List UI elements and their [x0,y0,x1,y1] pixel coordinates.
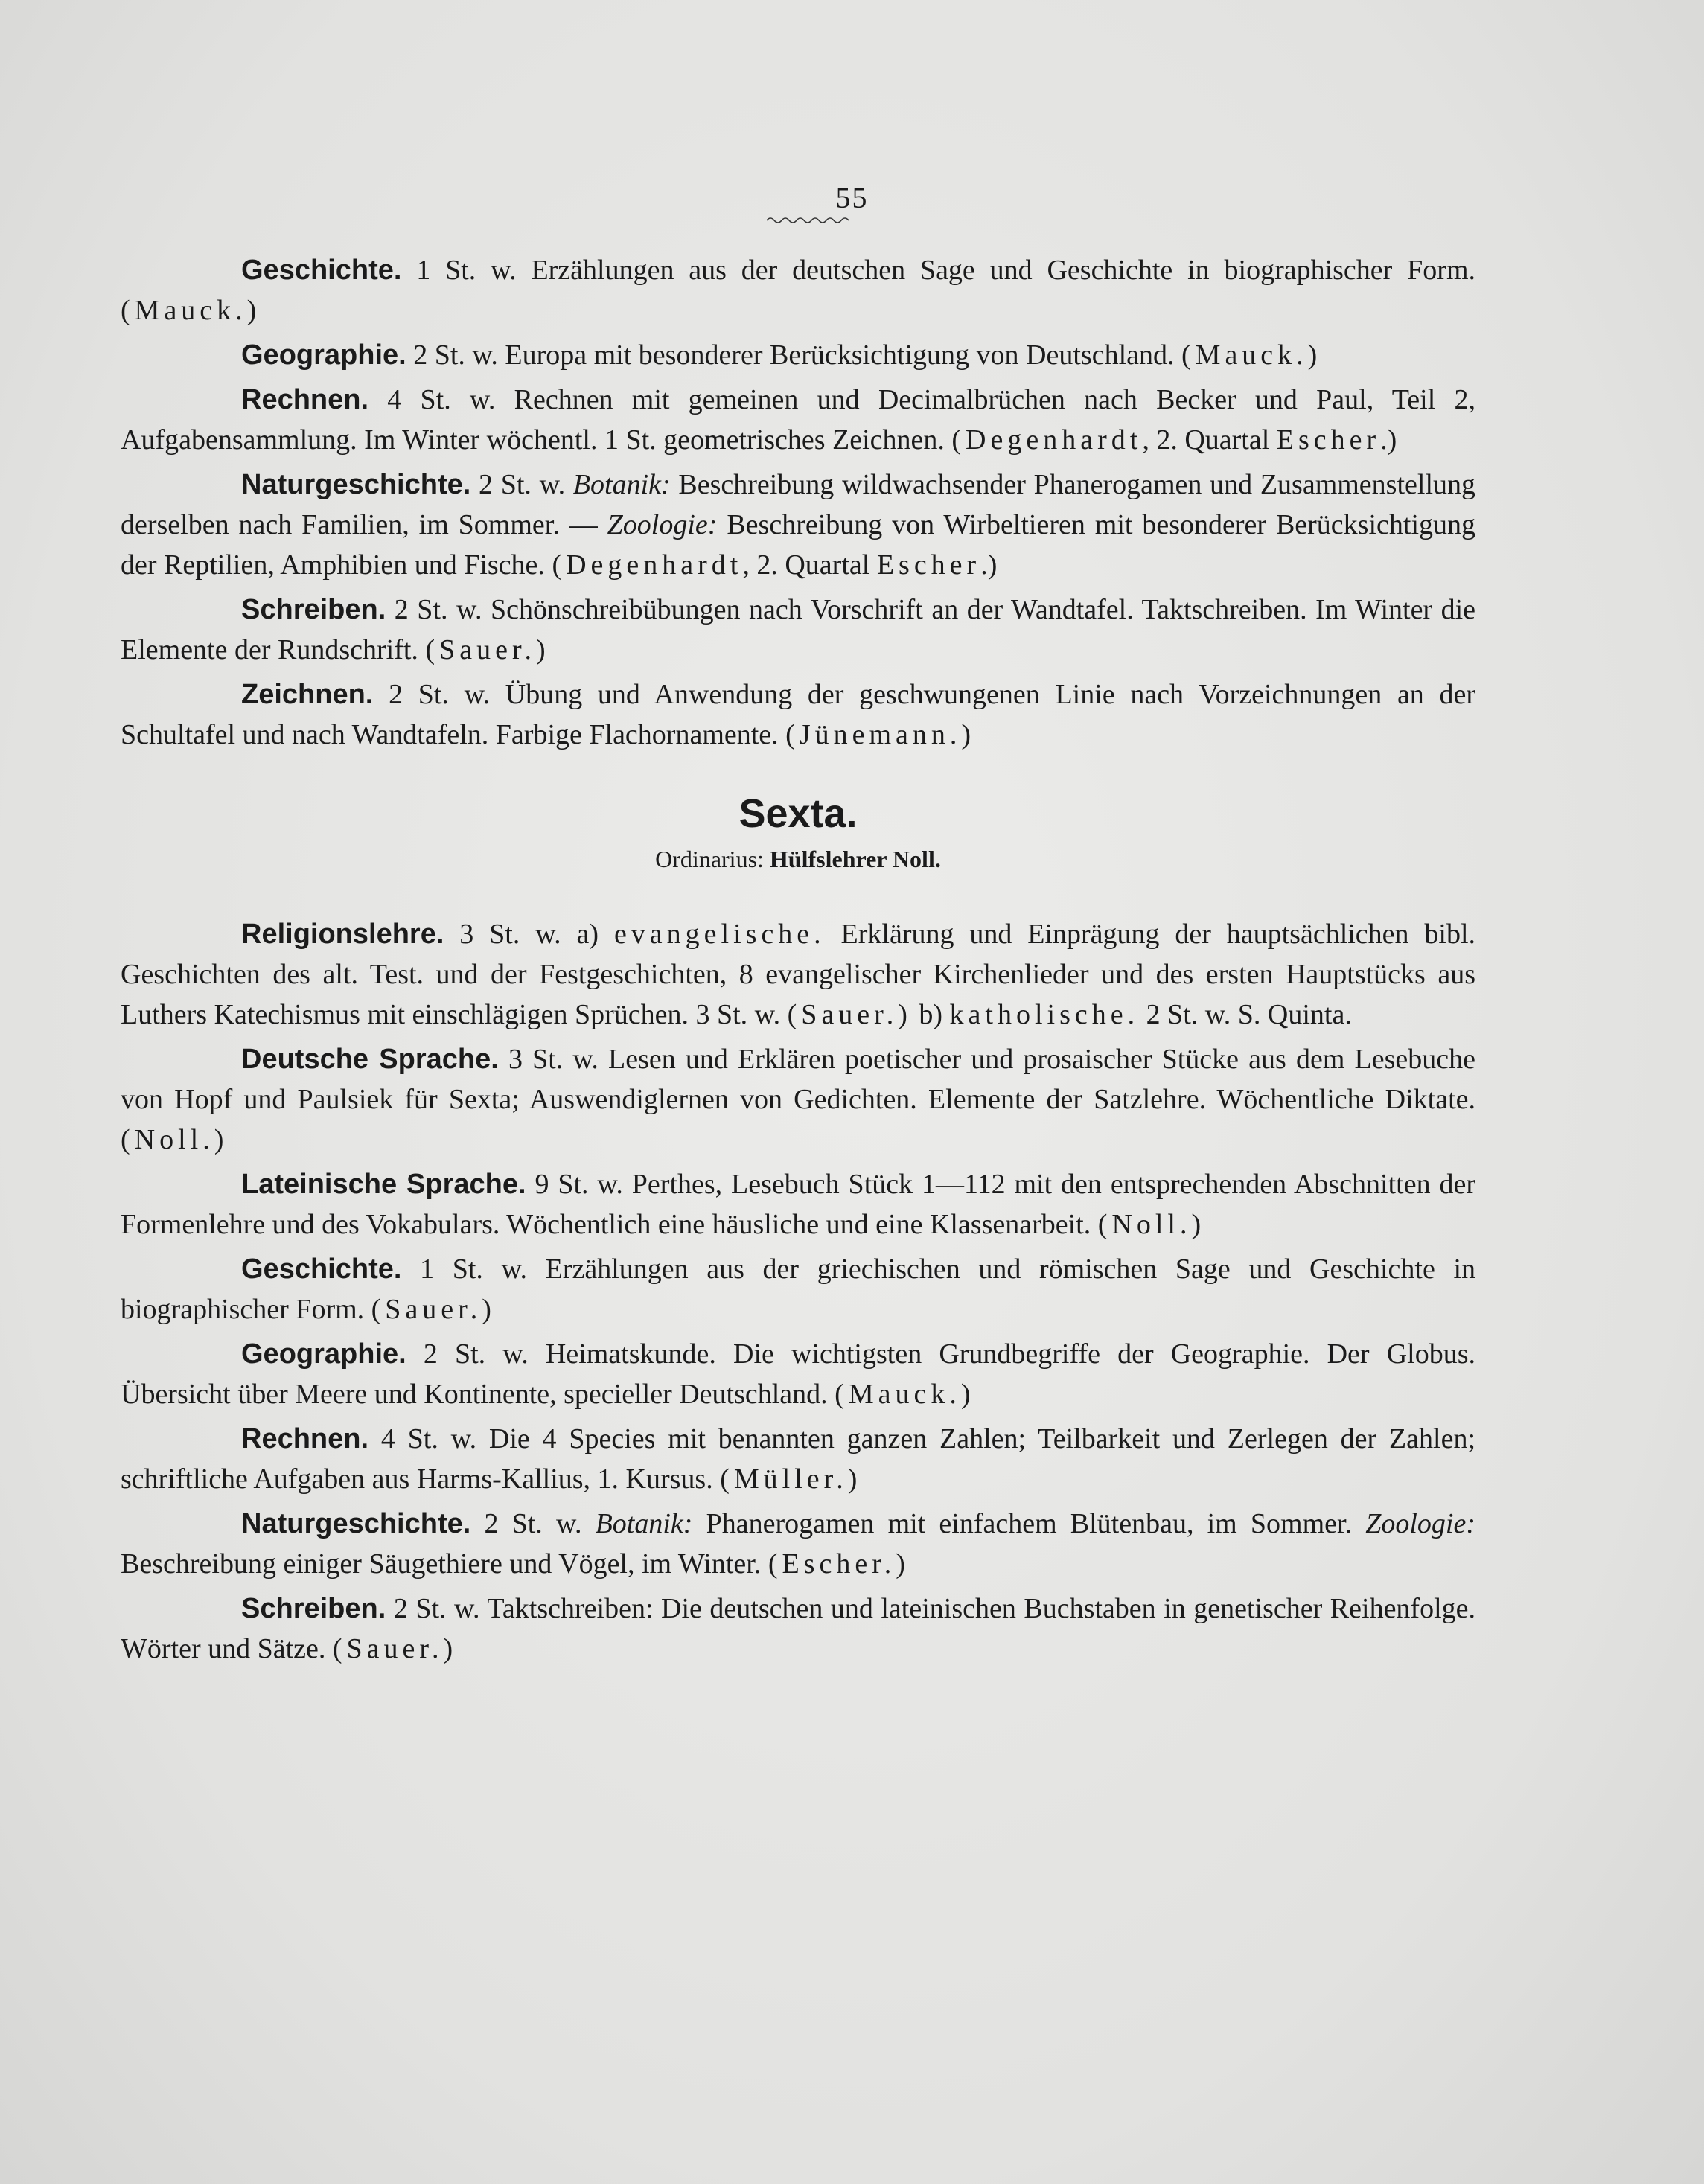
subject-text: 2 St. w. Schönschreibübungen nach Vorschrift an der Wandtafel. Taktschreiben. Im Winter die Elemente der Rundschrift. [121,594,1475,665]
subject-heading: Rechnen. [241,384,369,415]
subject-text: 1 St. w. Erzählungen aus der deutschen Sage und Geschichte in biographischer Form. [416,255,1476,286]
teacher-name: (Sauer.) [371,1294,496,1325]
subject-text: 4 St. w. Die 4 Species mit benannten ganzen Zahlen; Teilbarkeit und Zerlegen der Zahlen; schriftliche Aufgaben aus Harms-Kallius, 1. Kursus. [121,1423,1475,1495]
subject-text: Beschreibung wildwachsender Phanerogamen und Zusammenstellung derselben nach Familien, im Sommer. — [121,469,1476,540]
subject-heading: Geographie. [241,1338,406,1370]
quinta-naturgeschichte [121,464,1475,585]
teacher-name: (Müller.) [720,1463,862,1495]
subject-heading: Geographie. [241,339,406,371]
teacher-name: Escher [876,549,981,581]
subject-heading: Naturgeschichte. [241,1508,471,1539]
sexta-deutsch [121,1039,1475,1160]
page-number: 55 [835,181,869,214]
subject-text: Beschreibung einiger Säugethiere und Vögel, im Winter. [121,1548,762,1580]
teacher-note: , 2. Quartal [742,549,877,581]
teacher-name: (Degenhardt [951,424,1143,456]
sexta-geschichte [121,1249,1475,1329]
botanik-label: Botanik: [595,1508,693,1539]
teacher-name: (Mauck.) [121,295,261,326]
teacher-name: (Sauer.) [425,634,550,665]
teacher-name: (Noll.) [1097,1209,1206,1240]
quinta-zeichnen [121,674,1475,755]
teacher-name: (Sauer.) [787,999,912,1030]
subject-text: Phanerogamen mit einfachem Blütenbau, im Sommer. [692,1508,1366,1539]
sexta-rechnen [121,1419,1475,1499]
subject-heading: Deutsche Sprache. [241,1044,499,1075]
subject-text: 1 St. w. Erzählungen aus der griechischen und römischen Sage und Geschichte in biographischer Form. [121,1254,1476,1325]
sexta-religionslehre [121,914,1475,1035]
denomination-label: evangelische. [613,919,826,950]
page-content [121,250,1475,1673]
sexta-schreiben [121,1588,1475,1669]
subject-text: 2 St. w. S. Quinta. [1139,999,1352,1030]
sexta-latein [121,1164,1475,1245]
sexta-geographie [121,1334,1475,1414]
quinta-geschichte [121,250,1475,331]
subject-text: 9 St. w. Perthes, Lesebuch Stück 1—112 mit den entsprechenden Abschnitten der Formenlehre und des Vokabulars. Wöchentlich eine häusliche und eine Klassenarbeit. [121,1169,1475,1240]
subject-heading: Lateinische Sprache. [241,1169,526,1200]
subject-heading: Zeichnen. [241,679,374,710]
botanik-label: Botanik: [572,469,671,500]
quinta-rechnen [121,380,1475,460]
subject-text: 2 St. w. [479,469,573,500]
teacher-name: (Mauck.) [1181,339,1322,371]
subject-heading: Schreiben. [241,1593,386,1624]
ordinarius-name: Hülfslehrer Noll. [769,846,941,872]
quinta-geographie [121,335,1475,375]
subject-text: Beschreibung von Wirbeltieren mit besonderer Berücksichtigung der Reptilien, Amphibien und Fische. [121,509,1476,581]
subject-heading: Rechnen. [241,1423,369,1455]
teacher-name: Escher [1276,424,1381,456]
subject-text: b) [911,999,950,1030]
subject-heading: Religionslehre. [241,919,444,950]
section-title-sexta: Sexta. [738,791,858,836]
zoologie-label: Zoologie: [607,509,718,540]
page-number-ornament [767,216,849,225]
subject-text: 3 St. w. a) [459,919,614,950]
denomination-label: katholische. [949,999,1140,1030]
subject-text: 2 St. w. Taktschreiben: Die deutschen und lateinischen Buchstaben in genetischer Reihenfolge. Wörter und Sätze. [121,1593,1476,1664]
subject-heading: Geschichte. [241,255,402,286]
subject-text: Erklärung und Einprägung der hauptsächlichen bibl. Geschichten des alt. Test. und der Festgeschichten, 8 evangelischer Kirchenlieder und des ersten Hauptstücks aus Luthers Katechismus mit einschlägigen Sprüchen. 3 St. w. [121,919,1476,1030]
teacher-name: (Escher.) [768,1548,910,1580]
subject-text: 2 St. w. Übung und Anwendung der geschwungenen Linie nach Vorzeichnungen an der Schultafel und nach Wandtafeln. Farbige Flachornamente. [121,679,1476,750]
subject-text: 2 St. w. Heimatskunde. Die wichtigsten Grundbegriffe der Geographie. Der Globus. Übersicht über Meere und Kontinente, specieller Deutschland. [121,1338,1475,1410]
subject-text: 2 St. w. Europa mit besonderer Berücksichtigung von Deutschland. [413,339,1175,371]
sexta-naturgeschichte [121,1504,1475,1584]
ordinarius-line [121,843,1475,875]
quinta-schreiben [121,590,1475,670]
teacher-close: .) [1380,424,1397,456]
teacher-name: (Mauck.) [835,1379,975,1410]
teacher-close: .) [980,549,998,581]
subject-text: 2 St. w. [484,1508,596,1539]
teacher-name: (Noll.) [121,1124,229,1155]
teacher-name: (Degenhardt [552,549,743,581]
zoologie-label: Zoologie: [1365,1508,1475,1539]
subject-text: 4 St. w. Rechnen mit gemeinen und Decimalbrüchen nach Becker und Paul, Teil 2, Aufgabensammlung. Im Winter wöchentl. 1 St. geometrisches Zeichnen. [121,384,1476,456]
teacher-note: , 2. Quartal [1142,424,1277,456]
subject-heading: Schreiben. [241,594,386,625]
subject-heading: Geschichte. [241,1254,402,1285]
subject-heading: Naturgeschichte. [241,469,471,500]
teacher-name: (Sauer.) [332,1633,458,1664]
ordinarius-label: Ordinarius: [655,846,764,872]
teacher-name: (Jünemann.) [785,719,976,750]
subject-text: 3 St. w. Lesen und Erklären poetischer und prosaischer Stücke aus dem Lesebuche von Hopf und Paulsiek für Sexta; Auswendiglernen von Gedichten. Elemente der Satzlehre. Wöchentliche Diktate. [121,1044,1476,1115]
